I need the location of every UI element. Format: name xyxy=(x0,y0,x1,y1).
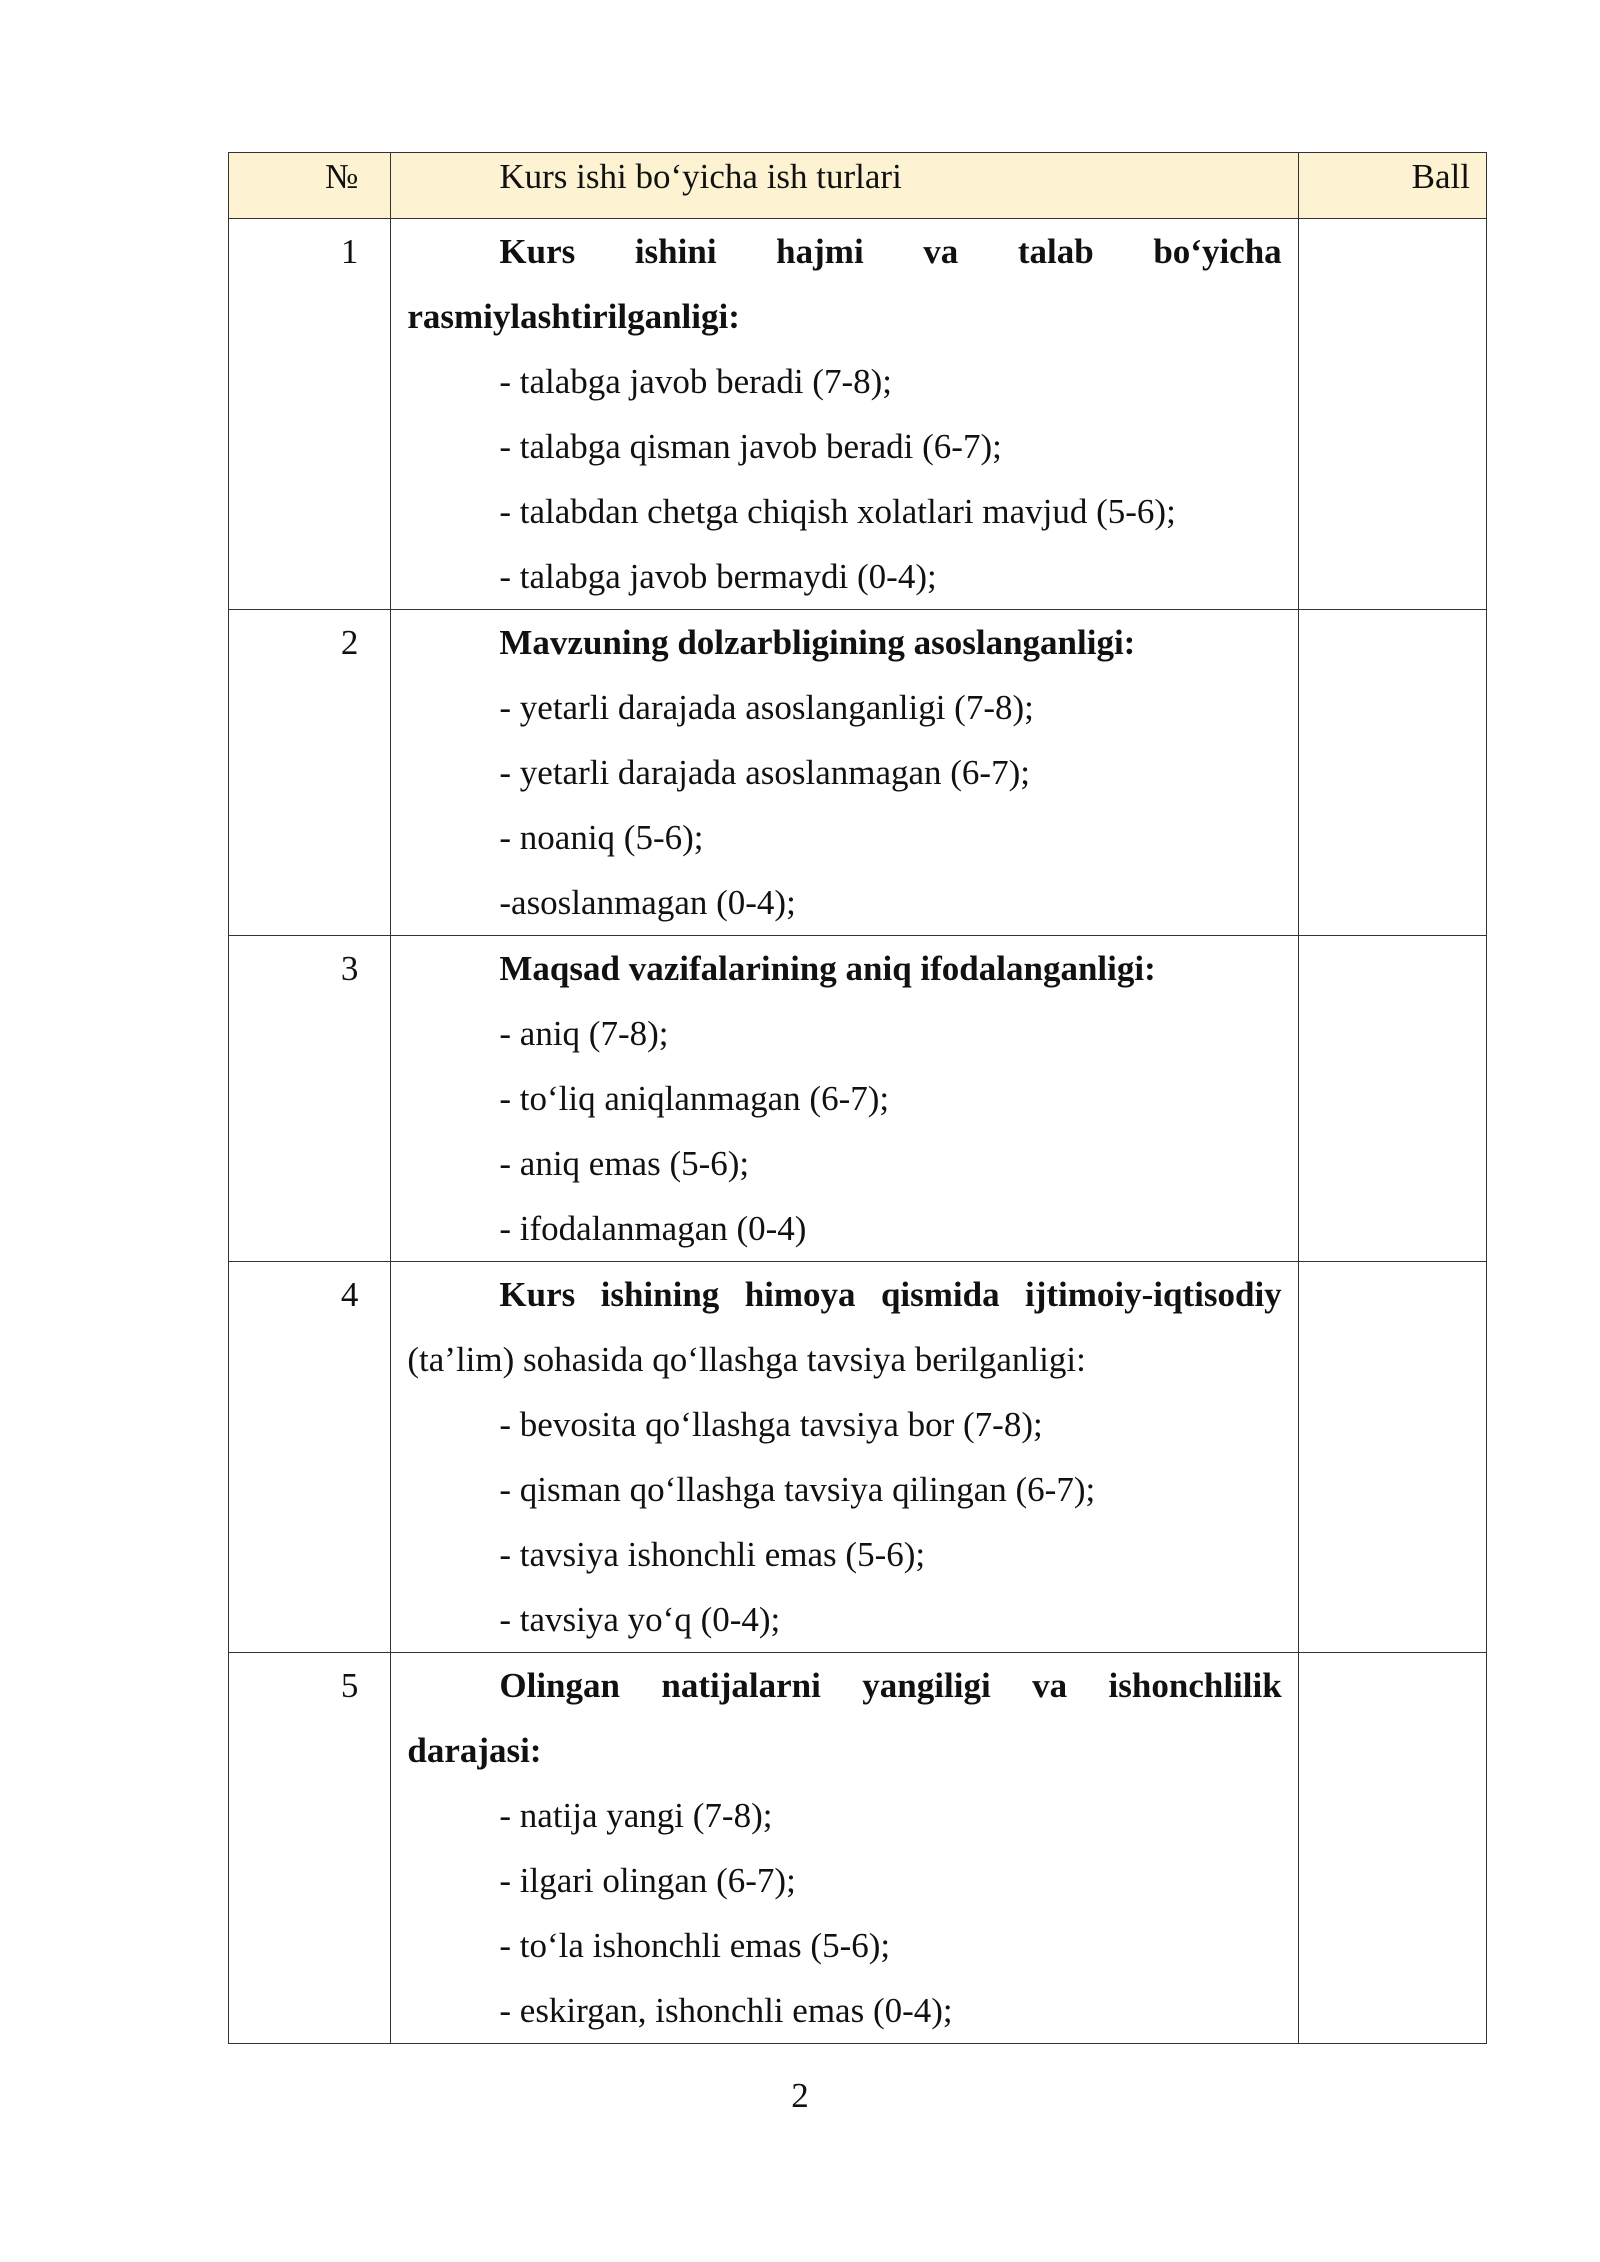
page-number: 2 xyxy=(791,2076,809,2115)
table-row xyxy=(229,936,1487,1262)
criterion-heading-continuation: (ta’lim) sohasida qo‘llashga tavsiya berilganligi: xyxy=(407,1340,1086,1379)
row-number: 4 xyxy=(340,1275,359,1314)
table-body xyxy=(229,219,1487,2044)
criterion-heading xyxy=(407,1653,1281,1783)
table-row xyxy=(229,1653,1487,2044)
header-number xyxy=(229,153,391,219)
criterion-option: - yetarli darajada asoslanmagan (6-7); xyxy=(499,753,1030,792)
criterion-option: - bevosita qo‘llashga tavsiya bor (7-8); xyxy=(499,1405,1043,1444)
row-number: 5 xyxy=(340,1666,359,1705)
criterion-option: - yetarli darajada asoslanganligi (7-8); xyxy=(499,688,1034,727)
criterion-option: - natija yangi (7-8); xyxy=(499,1796,773,1835)
score-cell[interactable] xyxy=(1298,610,1486,936)
criterion-heading-text: Olingan natijalarni yangiligi va ishonchlilik darajasi: xyxy=(407,1666,1282,1770)
assessment-table xyxy=(228,152,1487,2044)
header-criteria-label: Kurs ishi bo‘yicha ish turlari xyxy=(499,157,902,196)
row-number-cell xyxy=(229,1653,391,2044)
criterion-heading-text: Maqsad vazifalarining aniq ifodalanganligi: xyxy=(499,949,1156,988)
row-number-cell xyxy=(229,219,391,610)
criterion-heading xyxy=(407,610,1281,675)
header-criteria xyxy=(391,153,1298,219)
criteria-cell xyxy=(391,936,1298,1262)
score-cell[interactable] xyxy=(1298,1262,1486,1653)
score-cell[interactable] xyxy=(1298,1653,1486,2044)
criteria-content xyxy=(391,1262,1297,1652)
table-row xyxy=(229,219,1487,610)
criterion-option: - aniq emas (5-6); xyxy=(499,1144,750,1183)
row-number: 2 xyxy=(340,623,359,662)
row-number-cell xyxy=(229,610,391,936)
criterion-option: - tavsiya yo‘q (0-4); xyxy=(499,1600,781,1639)
criteria-content xyxy=(391,219,1297,609)
criterion-option: - ifodalanmagan (0-4) xyxy=(499,1209,807,1248)
criterion-option: - eskirgan, ishonchli emas (0-4); xyxy=(499,1991,953,2030)
criteria-cell xyxy=(391,1653,1298,2044)
row-number-cell xyxy=(229,936,391,1262)
criterion-heading-text: Kurs ishini hajmi va talab bo‘yicha rasmiylashtirilganligi: xyxy=(407,232,1282,336)
criterion-option: - to‘liq aniqlanmagan (6-7); xyxy=(499,1079,890,1118)
header-score-label: Ball xyxy=(1411,157,1470,196)
header-number-label: № xyxy=(324,157,359,196)
criterion-option: - qisman qo‘llashga tavsiya qilingan (6-7); xyxy=(499,1470,1096,1509)
criteria-cell xyxy=(391,1262,1298,1653)
criterion-heading-text: Mavzuning dolzarbligining asoslanganligi: xyxy=(499,623,1136,662)
table-row xyxy=(229,610,1487,936)
criterion-option: - talabga javob bermaydi (0-4); xyxy=(499,557,937,596)
row-number: 3 xyxy=(340,949,359,988)
criteria-content xyxy=(391,936,1297,1261)
criterion-option: - noaniq (5-6); xyxy=(499,818,704,857)
row-number: 1 xyxy=(340,232,359,271)
criteria-content xyxy=(391,610,1297,935)
criterion-option: -asoslanmagan (0-4); xyxy=(499,883,796,922)
criterion-heading-text: Kurs ishining himoya qismida ijtimoiy-iqtisodiy xyxy=(499,1275,1282,1314)
table-row xyxy=(229,1262,1487,1653)
criteria-cell xyxy=(391,219,1298,610)
criterion-option: - aniq (7-8); xyxy=(499,1014,669,1053)
criterion-option: - to‘la ishonchli emas (5-6); xyxy=(499,1926,891,1965)
criterion-option: - talabga javob beradi (7-8); xyxy=(499,362,892,401)
score-cell[interactable] xyxy=(1298,219,1486,610)
criteria-content xyxy=(391,1653,1297,2043)
criterion-option: - ilgari olingan (6-7); xyxy=(499,1861,796,1900)
criterion-heading xyxy=(407,219,1281,349)
criteria-cell xyxy=(391,610,1298,936)
criterion-option: - talabga qisman javob beradi (6-7); xyxy=(499,427,1002,466)
table-header-row xyxy=(229,153,1487,219)
criterion-heading xyxy=(407,1262,1281,1392)
row-number-cell xyxy=(229,1262,391,1653)
criterion-heading xyxy=(407,936,1281,1001)
score-cell[interactable] xyxy=(1298,936,1486,1262)
header-score xyxy=(1298,153,1486,219)
criterion-option: - talabdan chetga chiqish xolatlari mavjud (5-6); xyxy=(499,492,1176,531)
criterion-option: - tavsiya ishonchli emas (5-6); xyxy=(499,1535,926,1574)
